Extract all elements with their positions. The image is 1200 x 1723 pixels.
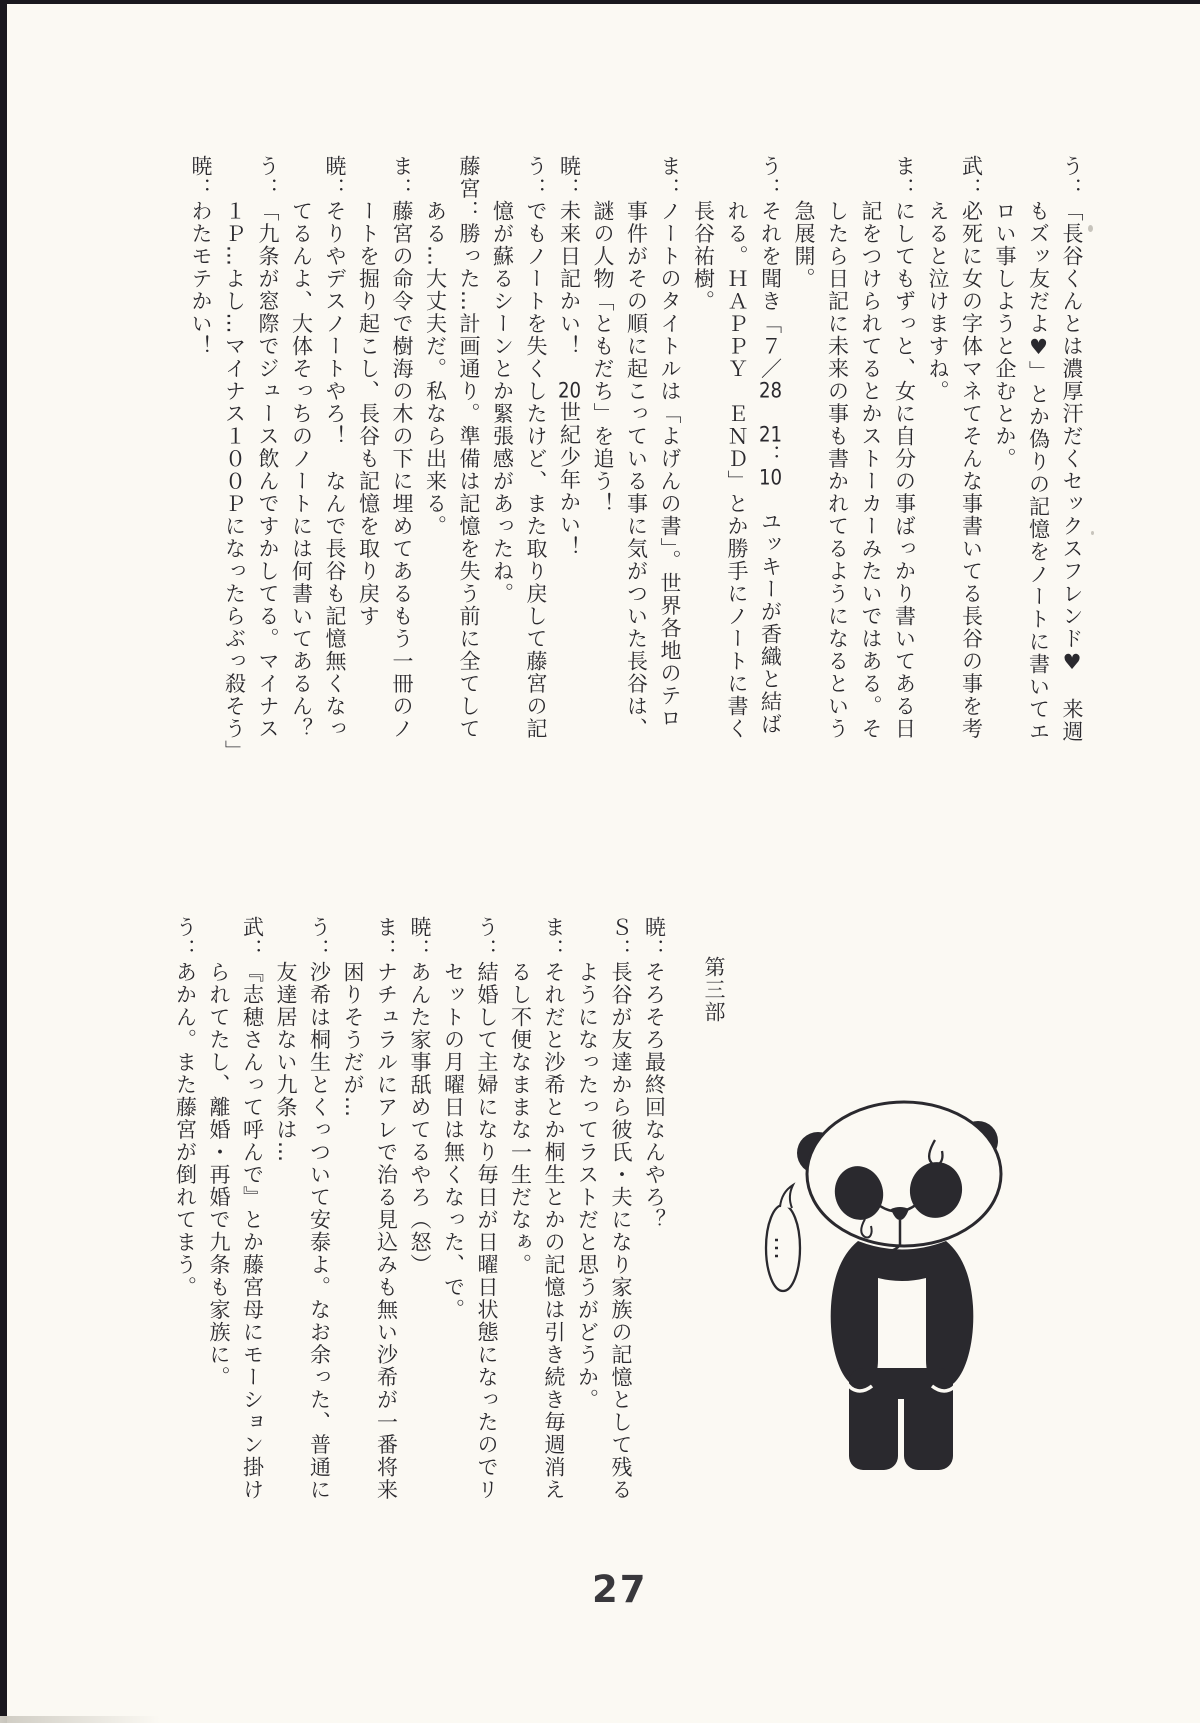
text-column: 困りそうだが… <box>341 961 365 1119</box>
text-column: ートを掘り起こし、長谷も記憶を取り戻す <box>356 200 381 628</box>
text-column: う：それを聞き「７／28 21：10 ユッキーが香織と結ば <box>758 155 783 736</box>
text-column: セットの月曜日は無くなった、で。 <box>441 961 466 1321</box>
text-column: 暁：未来日記かい！ 20世紀少年かい！ <box>557 155 582 559</box>
text-column: う：「九条が窓際でジュース飲んですかしてる。マイナス <box>256 155 280 740</box>
text-column: う：あかん。また藤宮が倒れてまう。 <box>173 916 198 1299</box>
speech-bubble-text: … <box>769 1236 797 1260</box>
text-column: るし不便なままな一生だなぁ。 <box>508 961 533 1276</box>
text-column: 友達居ない九条は… <box>274 961 298 1164</box>
panda-illustration <box>752 1012 1092 1492</box>
page-number: 27 <box>592 1568 648 1611</box>
part3-dialogue-block <box>168 916 730 1561</box>
text-column: ま：ノートのタイトルは「よげんの書」。世界各地のテロ <box>658 155 682 730</box>
text-column: Ｓ：長谷が友達から彼氏・夫になり家族の記憶として残る <box>609 916 633 1501</box>
text-column: ま：ナチュラルにアレで治る見込みも無い沙希が一番将来 <box>374 916 399 1501</box>
text-column: 記をつけられてるとかストーカーみたいではある。そ <box>859 200 883 740</box>
text-column: 事件がその順に起こっている事に気がついた長谷は、 <box>624 200 649 740</box>
text-column: う：沙希は桐生とくっついて安泰よ。なお余った、普通に <box>307 916 332 1501</box>
text-column: う：「長谷くんとは濃厚汗だくセックスフレンド♥ 来週 <box>1060 155 1084 743</box>
scan-edge-bottom <box>0 1716 160 1723</box>
text-column: ま：にしてもずっと、女に自分の事ばっかり書いてある日 <box>892 155 917 740</box>
text-column: 暁：わたモテかい！ <box>189 155 213 358</box>
scan-speck <box>1091 531 1094 535</box>
scan-edge-top <box>0 0 1200 4</box>
text-column: られてたし、離婚・再婚で九条も家族に。 <box>207 961 231 1389</box>
text-column: てるんよ、大体そっちのノートには何書いてあるん？ <box>289 200 314 740</box>
scan-speck <box>1088 225 1093 232</box>
text-column: 長谷祐樹。 <box>691 200 716 313</box>
scan-edge-left <box>0 0 7 1723</box>
text-column: 謎の人物「ともだち」を追う！ <box>591 200 615 515</box>
text-column: ま：それだと沙希とか桐生とかの記憶は引き続き毎週消え <box>542 916 566 1501</box>
text-column: したら日記に未来の事も書かれてるようになるという <box>825 200 850 740</box>
text-column: 武：『志穂さんって呼んで』とか藤宮母にモーション掛け <box>240 916 265 1501</box>
panda-drawing <box>752 1012 1092 1492</box>
text-column: う：でもノートを失くしたけど、また取り戻して藤宮の記 <box>524 155 548 740</box>
text-column: 暁：そろそろ最終回なんやろ？ <box>642 916 667 1231</box>
text-column: ロい事しようと企むとか。 <box>993 200 1017 470</box>
text-column: 暁：あんた家事舐めてるやろ（怒） <box>408 916 432 1276</box>
panda-body <box>831 1241 974 1388</box>
text-column: ま：藤宮の命令で樹海の木の下に埋めてあるもう一冊のノ <box>390 155 414 740</box>
panda-head <box>807 1102 1001 1246</box>
top-dialogue-block <box>184 155 1089 823</box>
text-column: れる。ＨＡＰＰＹ ＥＮＤ」とか勝手にノートに書く <box>725 200 749 740</box>
text-column: う：結婚して主婦になり毎日が日曜日状態になったのでリ <box>475 916 499 1501</box>
text-column: ようになったってラストだと思うがどうか。 <box>575 961 600 1411</box>
panda-legs <box>849 1368 953 1470</box>
text-column: 憶が蘇るシーンとか緊張感があったね。 <box>490 200 515 605</box>
part3-heading: 第三部 <box>702 956 726 1024</box>
text-column: ある…大丈夫だ。私なら出来る。 <box>423 200 448 538</box>
text-column: 藤宮：勝った…計画通り。準備は記憶を失う前に全てして <box>457 155 481 740</box>
text-column: えると泣けますね。 <box>926 200 950 403</box>
text-column: 武：必死に女の字体マネてそんな事書いてる長谷の事を考 <box>959 155 984 740</box>
text-column: １Ｐ…よし…マイナス１００Ｐになったらぶっ殺そう」 <box>222 200 247 763</box>
text-column: もズッ友だよ♥」とか偽りの記憶をノートに書いてエ <box>1026 200 1051 743</box>
speech-bubble <box>766 1185 800 1291</box>
text-column: 暁：そりやデスノートやろ！ なんで長谷も記憶無くなっ <box>323 155 347 740</box>
text-column: 急展開。 <box>792 200 816 290</box>
